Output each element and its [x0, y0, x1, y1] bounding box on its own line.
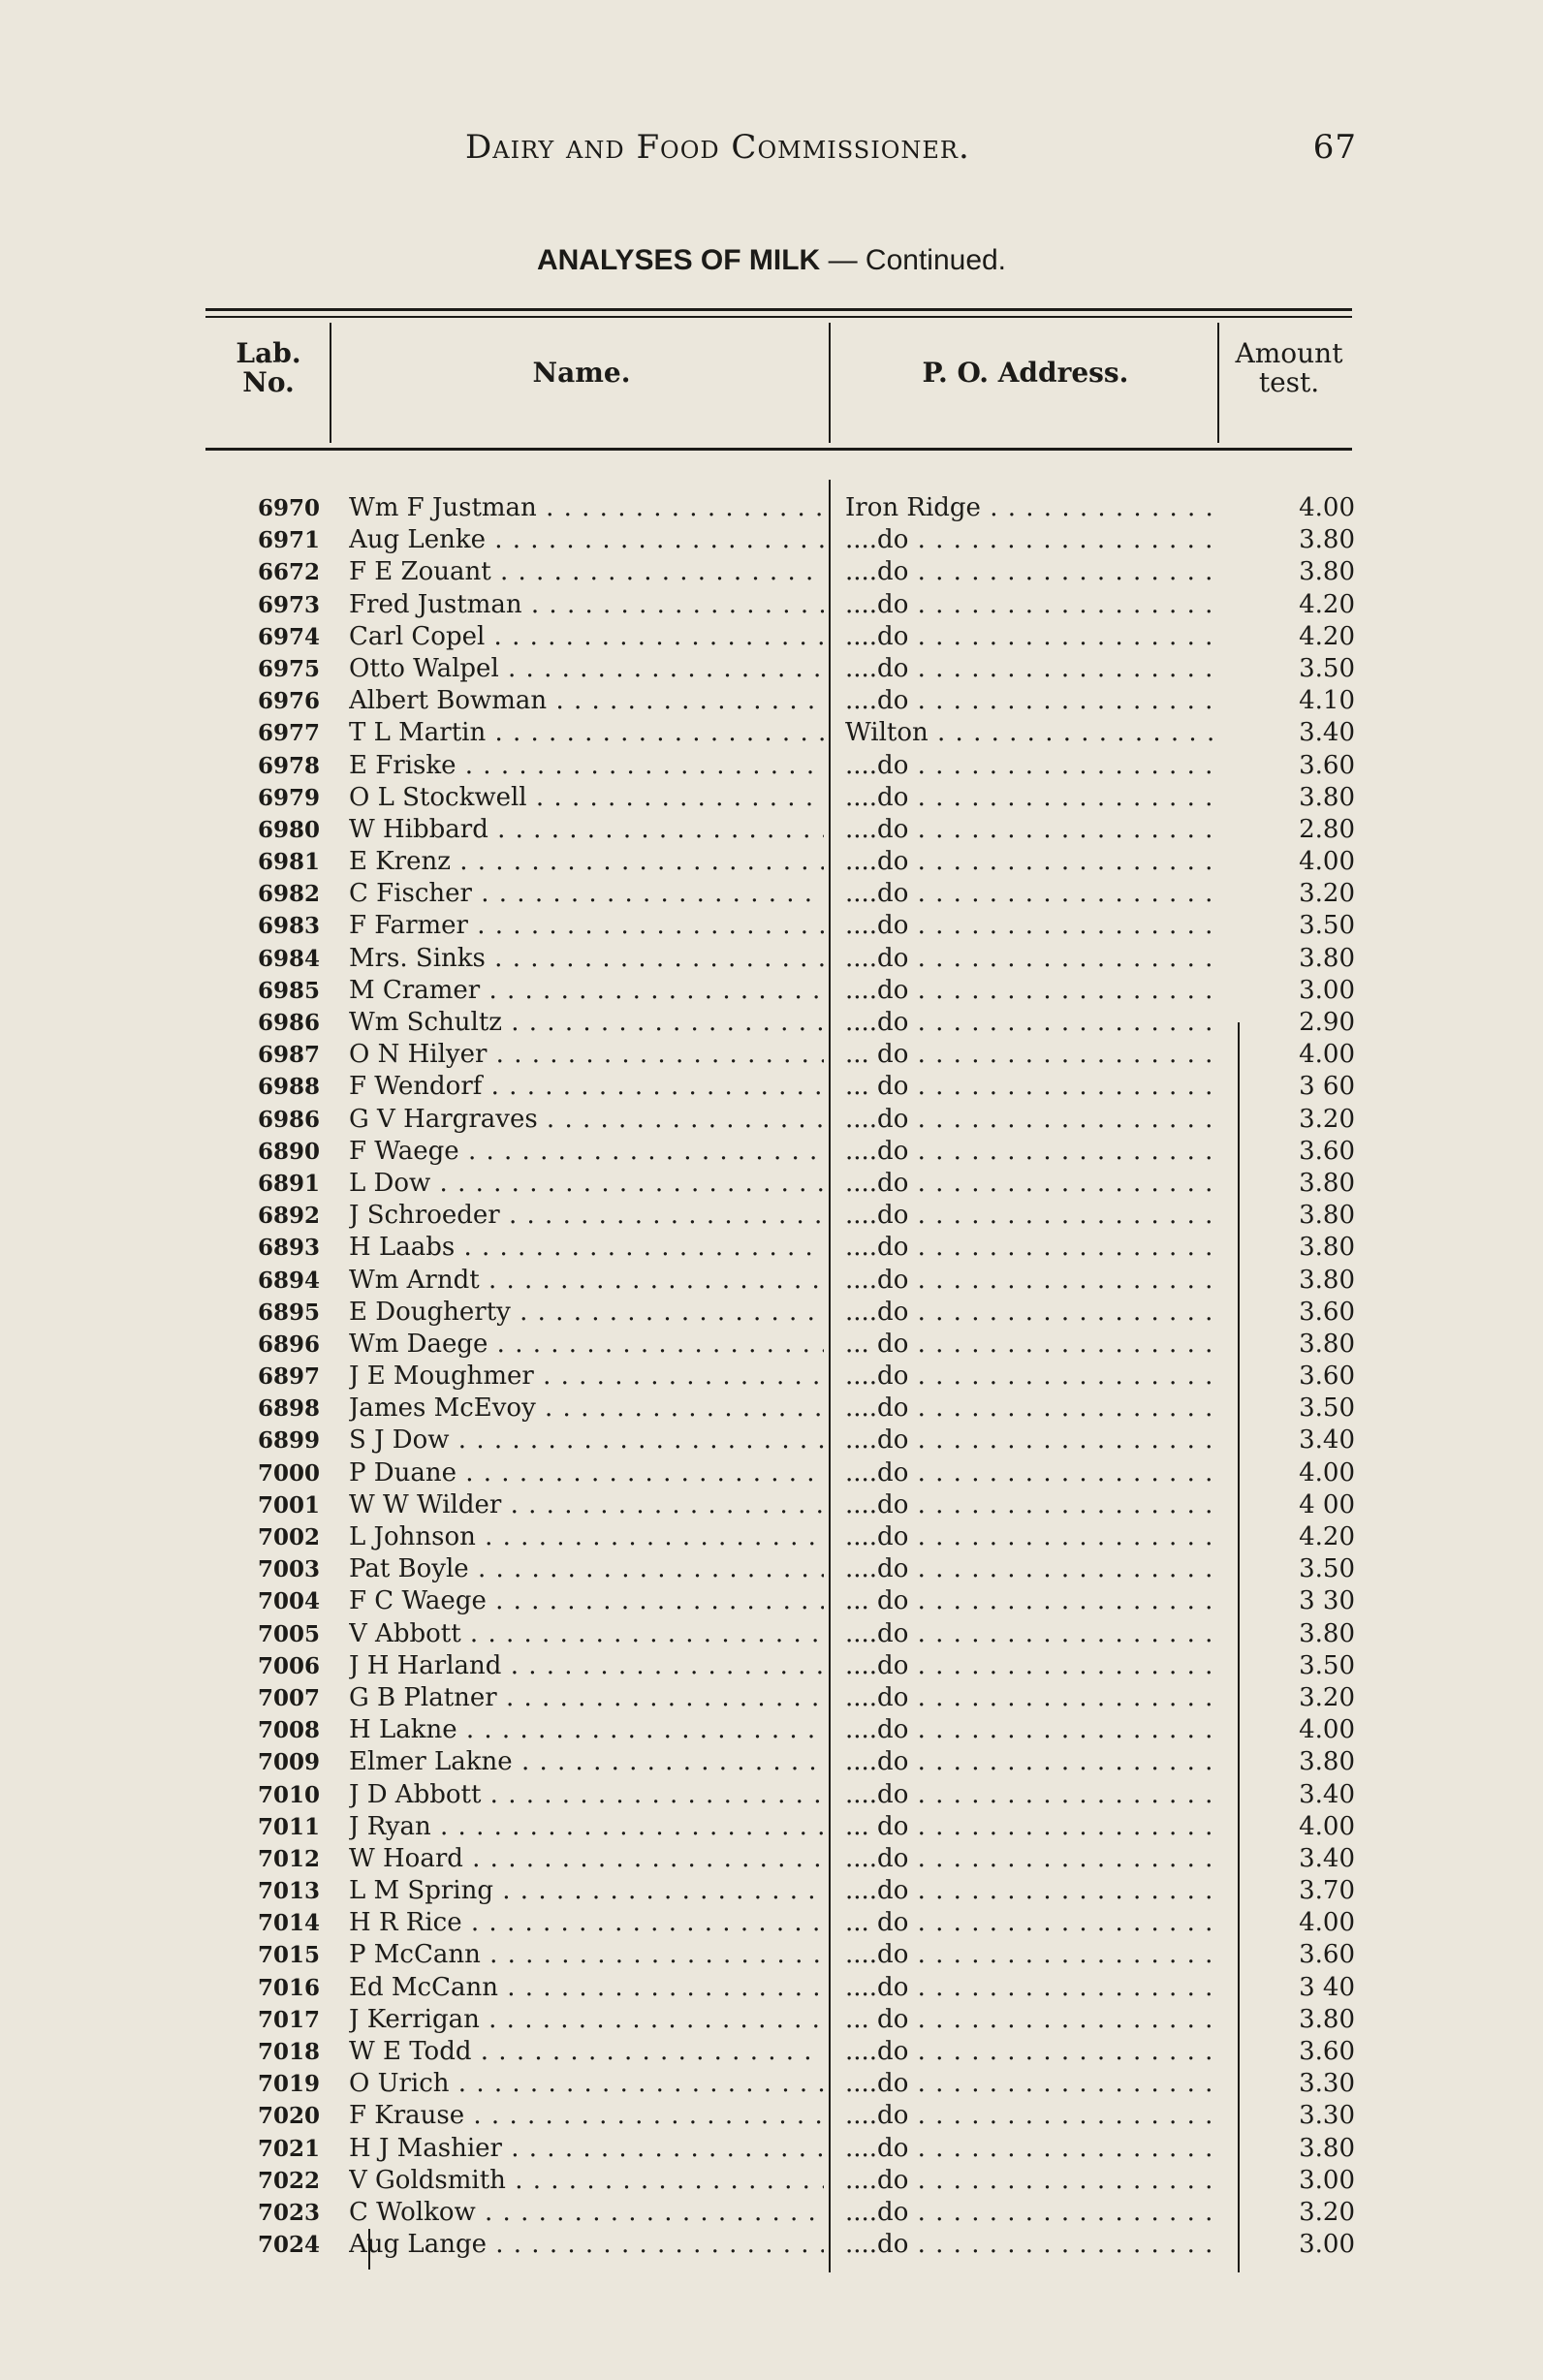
- address-cell: ....do . . .: [845, 2165, 1213, 2197]
- amount-test-cell: 3.60: [1299, 750, 1355, 780]
- amount-test-cell: 3.80: [1299, 1265, 1355, 1295]
- amount-test-cell: 3.40: [1299, 1425, 1355, 1456]
- address-cell: ....do . . .: [845, 556, 1213, 588]
- address-cell: ....do . . .: [845, 1425, 1213, 1456]
- page-number: 67: [1312, 128, 1357, 167]
- amount-test-cell: 3.80: [1299, 557, 1355, 587]
- amount-test-cell: 3.20: [1299, 2197, 1355, 2227]
- amount-test-cell: 4.20: [1299, 621, 1355, 651]
- table-row: [0, 1200, 1543, 1232]
- amount-test-cell: 3.80: [1299, 2133, 1355, 2163]
- address-cell: ....do . . .: [845, 1746, 1213, 1778]
- address-cell: ....do . . .: [845, 685, 1213, 717]
- lab-no-cell: 6975: [257, 655, 320, 682]
- address-cell: ... do . . .: [845, 1811, 1213, 1843]
- lab-no-cell: 7000: [257, 1459, 320, 1487]
- table-row: [0, 1071, 1543, 1103]
- amount-test-cell: 3.50: [1299, 1650, 1355, 1680]
- lab-no-cell: 6981: [257, 849, 320, 876]
- table-row: [0, 1232, 1543, 1264]
- name-cell: O L Stockwell . . .: [349, 782, 824, 814]
- lab-no-cell: 6892: [257, 1203, 320, 1230]
- name-cell: H Laabs . . .: [349, 1232, 824, 1264]
- amount-test-cell: 3 40: [1299, 1972, 1355, 2002]
- address-cell: ....do . . .: [845, 2197, 1213, 2229]
- address-cell: ....do . . .: [845, 1393, 1213, 1425]
- table-row: [0, 943, 1543, 975]
- lab-no-cell: 6672: [257, 559, 320, 586]
- address-cell: ....do . . .: [845, 1682, 1213, 1714]
- lab-no-cell: 7001: [257, 1491, 320, 1519]
- lab-no-cell: 7004: [257, 1588, 320, 1615]
- address-cell: ....do . . .: [845, 1618, 1213, 1650]
- lab-no-cell: 7006: [257, 1652, 320, 1679]
- address-cell: ....do . . .: [845, 1232, 1213, 1264]
- name-cell: Ed McCann . . .: [349, 1972, 824, 2004]
- address-cell: ....do . . .: [845, 1265, 1213, 1297]
- column-divider: [829, 323, 831, 443]
- name-cell: W Hibbard . . .: [349, 814, 824, 846]
- amount-test-cell: 3.80: [1299, 1233, 1355, 1263]
- table-row: [0, 589, 1543, 621]
- table-row: [0, 492, 1543, 524]
- column-divider: [1217, 323, 1219, 443]
- amount-test-cell: 3.00: [1299, 975, 1355, 1005]
- table-title-continued: — Continued.: [828, 244, 1007, 276]
- lab-no-cell: 6890: [257, 1138, 320, 1165]
- table-row: [0, 2165, 1543, 2197]
- name-cell: J Ryan . . .: [349, 1811, 824, 1843]
- address-cell: ....do . . .: [845, 1650, 1213, 1682]
- address-cell: ....do . . .: [845, 2100, 1213, 2132]
- lab-no-cell: 7007: [257, 1684, 320, 1711]
- table-row: [0, 621, 1543, 653]
- amount-test-cell: 4 00: [1299, 1489, 1355, 1519]
- lab-no-cell: 7016: [257, 1974, 320, 2001]
- table-row: [0, 1104, 1543, 1136]
- name-cell: J D Abbott . . .: [349, 1779, 824, 1811]
- amount-test-cell: 3.80: [1299, 943, 1355, 973]
- table-row: [0, 1425, 1543, 1456]
- lab-no-cell: 7009: [257, 1749, 320, 1776]
- amount-test-cell: 3.50: [1299, 653, 1355, 683]
- amount-test-cell: 3 30: [1299, 1586, 1355, 1616]
- table-row: [0, 1457, 1543, 1489]
- lab-no-cell: 7017: [257, 2006, 320, 2033]
- address-cell: ....do . . .: [845, 1457, 1213, 1489]
- address-cell: ... do . . .: [845, 1585, 1213, 1617]
- address-cell: ....do . . .: [845, 2068, 1213, 2100]
- table-row: [0, 975, 1543, 1007]
- column-divider: [330, 323, 331, 443]
- table-row: [0, 1361, 1543, 1393]
- lab-no-cell: 6971: [257, 527, 320, 554]
- name-cell: J E Moughmer . . .: [349, 1361, 824, 1393]
- name-cell: Albert Bowman . . .: [349, 685, 824, 717]
- amount-test-cell: 3.00: [1299, 2165, 1355, 2195]
- lab-no-cell: 6987: [257, 1042, 320, 1069]
- table-row: [0, 2068, 1543, 2100]
- table-title-text: ANALYSES OF MILK: [536, 244, 821, 276]
- amount-test-cell: 2.80: [1299, 814, 1355, 844]
- table-row: [0, 1168, 1543, 1200]
- name-cell: Carl Copel . . .: [349, 621, 824, 653]
- amount-test-cell: 4.00: [1299, 1040, 1355, 1070]
- name-cell: F Waege . . .: [349, 1136, 824, 1168]
- address-cell: ....do . . .: [845, 1521, 1213, 1553]
- lab-no-cell: 7024: [257, 2232, 320, 2259]
- amount-test-cell: 3.20: [1299, 1682, 1355, 1712]
- name-cell: Elmer Lakne . . .: [349, 1746, 824, 1778]
- table-row: [0, 2133, 1543, 2165]
- amount-test-cell: 3.80: [1299, 1618, 1355, 1648]
- table-body: [0, 492, 1543, 2261]
- lab-no-cell: 7014: [257, 1910, 320, 1937]
- lab-no-cell: 6977: [257, 720, 320, 747]
- address-cell: Wilton . . .: [845, 717, 1213, 749]
- lab-no-cell: 6978: [257, 752, 320, 779]
- name-cell: E Krenz . . .: [349, 846, 824, 878]
- lab-no-cell: 6897: [257, 1363, 320, 1391]
- name-cell: P McCann . . .: [349, 1939, 824, 1971]
- address-cell: ....do . . .: [845, 1843, 1213, 1875]
- address-cell: ....do . . .: [845, 878, 1213, 910]
- lab-no-cell: 7020: [257, 2103, 320, 2130]
- lab-no-cell: 6973: [257, 591, 320, 618]
- name-cell: T L Martin . . .: [349, 717, 824, 749]
- address-cell: ... do . . .: [845, 1039, 1213, 1071]
- amount-test-cell: 4.00: [1299, 1908, 1355, 1938]
- address-cell: ....do . . .: [845, 846, 1213, 878]
- header-bottom-rule: [205, 448, 1352, 451]
- amount-test-cell: 3.50: [1299, 911, 1355, 941]
- address-cell: ... do . . .: [845, 2004, 1213, 2036]
- table-row: [0, 1682, 1543, 1714]
- name-cell: O Urich . . .: [349, 2068, 824, 2100]
- col-header-lab-no: Lab. No.: [236, 337, 301, 398]
- lab-no-cell: 7008: [257, 1717, 320, 1744]
- name-cell: C Wolkow . . .: [349, 2197, 824, 2229]
- table-row: [0, 1811, 1543, 1843]
- address-cell: ....do . . .: [845, 814, 1213, 846]
- table-row: [0, 1265, 1543, 1297]
- address-cell: Iron Ridge . . .: [845, 492, 1213, 524]
- address-cell: ....do . . .: [845, 653, 1213, 685]
- table-row: [0, 1585, 1543, 1617]
- amount-test-cell: 4.00: [1299, 493, 1355, 522]
- lab-no-cell: 6895: [257, 1299, 320, 1326]
- name-cell: L Johnson . . .: [349, 1521, 824, 1553]
- name-cell: V Goldsmith . . .: [349, 2165, 824, 2197]
- top-rule: [205, 308, 1352, 311]
- address-cell: ....do . . .: [845, 524, 1213, 556]
- table-row: [0, 1972, 1543, 2004]
- name-cell: F E Zouant . . .: [349, 556, 824, 588]
- amount-test-cell: 3.40: [1299, 1843, 1355, 1873]
- lab-no-cell: 7005: [257, 1620, 320, 1647]
- address-cell: ... do . . .: [845, 1071, 1213, 1103]
- table-row: [0, 1521, 1543, 1553]
- amount-test-cell: 3.80: [1299, 1329, 1355, 1359]
- lab-no-cell: 6983: [257, 913, 320, 940]
- address-cell: ....do . . .: [845, 2036, 1213, 2068]
- lab-no-cell: 7021: [257, 2135, 320, 2162]
- address-cell: ....do . . .: [845, 1714, 1213, 1746]
- amount-test-cell: 3.00: [1299, 2230, 1355, 2260]
- table-row: [0, 1779, 1543, 1811]
- lab-no-cell: 7022: [257, 2167, 320, 2194]
- lab-no-cell: 6985: [257, 977, 320, 1004]
- table-row: [0, 750, 1543, 782]
- table-row: [0, 1746, 1543, 1778]
- lab-no-cell: 6974: [257, 623, 320, 650]
- name-cell: W E Todd . . .: [349, 2036, 824, 2068]
- lab-no-cell: 6979: [257, 784, 320, 811]
- amount-test-cell: 4.10: [1299, 686, 1355, 716]
- table-row: [0, 717, 1543, 749]
- table-row: [0, 1393, 1543, 1425]
- address-cell: ....do . . .: [845, 782, 1213, 814]
- name-cell: W Hoard . . .: [349, 1843, 824, 1875]
- address-cell: ....do . . .: [845, 1007, 1213, 1039]
- lab-no-cell: 7012: [257, 1845, 320, 1872]
- name-cell: H J Mashier . . .: [349, 2133, 824, 2165]
- amount-test-cell: 3.70: [1299, 1876, 1355, 1906]
- name-cell: H Lakne . . .: [349, 1714, 824, 1746]
- lab-no-cell: 6982: [257, 881, 320, 908]
- name-cell: Wm Arndt . . .: [349, 1265, 824, 1297]
- name-cell: Otto Walpel . . .: [349, 653, 824, 685]
- amount-test-cell: 3.50: [1299, 1394, 1355, 1424]
- name-cell: G V Hargraves . . .: [349, 1104, 824, 1136]
- lab-no-cell: 6899: [257, 1427, 320, 1455]
- address-cell: ....do . . .: [845, 1200, 1213, 1232]
- col-header-address: P. O. Address.: [922, 357, 1129, 389]
- table-row: [0, 524, 1543, 556]
- table-row: [0, 1297, 1543, 1329]
- amount-test-cell: 3.30: [1299, 2101, 1355, 2131]
- table-row: [0, 2100, 1543, 2132]
- address-cell: ....do . . .: [845, 1489, 1213, 1521]
- lab-no-cell: 6986: [257, 1106, 320, 1133]
- amount-test-cell: 4.00: [1299, 1457, 1355, 1488]
- address-cell: ....do . . .: [845, 1297, 1213, 1329]
- table-row: [0, 1939, 1543, 1971]
- table-row: [0, 1618, 1543, 1650]
- table-row: [0, 2004, 1543, 2036]
- table-row: [0, 814, 1543, 846]
- amount-test-cell: 4.00: [1299, 1811, 1355, 1841]
- address-cell: ....do . . .: [845, 1553, 1213, 1585]
- table-row: [0, 878, 1543, 910]
- amount-test-cell: 2.90: [1299, 1008, 1355, 1037]
- amount-test-cell: 3.60: [1299, 1297, 1355, 1327]
- amount-test-cell: 3.80: [1299, 2004, 1355, 2034]
- name-cell: Wm Daege . . .: [349, 1329, 824, 1361]
- amount-test-cell: 3 60: [1299, 1072, 1355, 1102]
- lab-no-cell: 6984: [257, 945, 320, 972]
- lab-no-cell: 6976: [257, 688, 320, 715]
- amount-test-cell: 3.60: [1299, 1362, 1355, 1392]
- lab-no-cell: 7002: [257, 1524, 320, 1550]
- table-row: [0, 1650, 1543, 1682]
- name-cell: Fred Justman . . .: [349, 589, 824, 621]
- address-cell: ....do . . .: [845, 910, 1213, 942]
- address-cell: ....do . . .: [845, 621, 1213, 653]
- address-cell: ....do . . .: [845, 589, 1213, 621]
- lab-no-cell: 7010: [257, 1781, 320, 1808]
- amount-test-cell: 3.80: [1299, 525, 1355, 555]
- table-row: [0, 1714, 1543, 1746]
- name-cell: M Cramer . . .: [349, 975, 824, 1007]
- lab-no-cell: 7023: [257, 2199, 320, 2226]
- name-cell: F Krause . . .: [349, 2100, 824, 2132]
- lab-no-cell: 6898: [257, 1395, 320, 1423]
- name-cell: Wm Schultz . . .: [349, 1007, 824, 1039]
- address-cell: ....do . . .: [845, 2133, 1213, 2165]
- name-cell: J Schroeder . . .: [349, 1200, 824, 1232]
- address-cell: ....do . . .: [845, 2229, 1213, 2261]
- amount-test-cell: 4.00: [1299, 847, 1355, 877]
- lab-no-cell: 7013: [257, 1878, 320, 1905]
- name-cell: Mrs. Sinks . . .: [349, 943, 824, 975]
- name-cell: Wm F Justman . . .: [349, 492, 824, 524]
- table-row: [0, 556, 1543, 588]
- amount-test-cell: 3.20: [1299, 879, 1355, 909]
- lab-no-cell: 6896: [257, 1331, 320, 1358]
- lab-no-cell: 7003: [257, 1556, 320, 1583]
- address-cell: ....do . . .: [845, 1972, 1213, 2004]
- table-row: [0, 846, 1543, 878]
- top-rule-thin: [205, 316, 1352, 318]
- address-cell: ... do . . .: [845, 1329, 1213, 1361]
- running-title: Dairy and Food Commissioner.: [465, 128, 970, 167]
- amount-test-cell: 3.30: [1299, 2069, 1355, 2099]
- name-cell: J H Harland . . .: [349, 1650, 824, 1682]
- table-title: [0, 244, 1543, 277]
- lab-no-cell: 7019: [257, 2071, 320, 2098]
- amount-test-cell: 3.80: [1299, 1201, 1355, 1231]
- name-cell: F Farmer . . .: [349, 910, 824, 942]
- name-cell: V Abbott . . .: [349, 1618, 824, 1650]
- amount-test-cell: 3.60: [1299, 2037, 1355, 2066]
- table-row: [0, 685, 1543, 717]
- name-cell: S J Dow . . .: [349, 1425, 824, 1456]
- name-cell: F Wendorf . . .: [349, 1071, 824, 1103]
- lab-no-cell: 6980: [257, 816, 320, 843]
- lab-no-cell: 6894: [257, 1267, 320, 1294]
- amount-test-cell: 3.80: [1299, 1747, 1355, 1777]
- table-row: [0, 1136, 1543, 1168]
- address-cell: ....do . . .: [845, 975, 1213, 1007]
- col-header-amount: Amount test.: [1235, 337, 1343, 398]
- lab-no-cell: 7015: [257, 1942, 320, 1969]
- table-row: [0, 2229, 1543, 2261]
- amount-test-cell: 3.20: [1299, 1104, 1355, 1134]
- address-cell: ....do . . .: [845, 1939, 1213, 1971]
- table-row: [0, 1007, 1543, 1039]
- table-row: [0, 2197, 1543, 2229]
- amount-test-cell: 3.60: [1299, 1136, 1355, 1166]
- amount-test-cell: 4.20: [1299, 1522, 1355, 1551]
- amount-test-cell: 3.80: [1299, 782, 1355, 812]
- table-row: [0, 1489, 1543, 1521]
- address-cell: ....do . . .: [845, 750, 1213, 782]
- lab-no-cell: 7018: [257, 2039, 320, 2065]
- name-cell: L M Spring . . .: [349, 1875, 824, 1907]
- amount-test-cell: 3.50: [1299, 1554, 1355, 1584]
- address-cell: ....do . . .: [845, 1136, 1213, 1168]
- table-row: [0, 1553, 1543, 1585]
- lab-no-cell: 6891: [257, 1170, 320, 1197]
- lab-no-cell: 7011: [257, 1813, 320, 1840]
- table-row: [0, 2036, 1543, 2068]
- name-cell: H R Rice . . .: [349, 1907, 824, 1939]
- col-header-name: Name.: [532, 357, 631, 389]
- amount-test-cell: 4.00: [1299, 1715, 1355, 1745]
- table-row: [0, 1843, 1543, 1875]
- name-cell: P Duane . . .: [349, 1457, 824, 1489]
- name-cell: F C Waege . . .: [349, 1585, 824, 1617]
- name-cell: L Dow . . .: [349, 1168, 824, 1200]
- lab-no-cell: 6988: [257, 1074, 320, 1101]
- name-cell: O N Hilyer . . .: [349, 1039, 824, 1071]
- table-row: [0, 1875, 1543, 1907]
- amount-test-cell: 4.20: [1299, 589, 1355, 619]
- address-cell: ... do . . .: [845, 1907, 1213, 1939]
- table-row: [0, 910, 1543, 942]
- name-cell: J Kerrigan . . .: [349, 2004, 824, 2036]
- address-cell: ....do . . .: [845, 1779, 1213, 1811]
- amount-test-cell: 3.60: [1299, 1940, 1355, 1970]
- address-cell: ....do . . .: [845, 1361, 1213, 1393]
- name-cell: E Friske . . .: [349, 750, 824, 782]
- table-row: [0, 1907, 1543, 1939]
- address-cell: ....do . . .: [845, 1875, 1213, 1907]
- address-cell: ....do . . .: [845, 1168, 1213, 1200]
- name-cell: E Dougherty . . .: [349, 1297, 824, 1329]
- name-cell: C Fischer . . .: [349, 878, 824, 910]
- amount-test-cell: 3.80: [1299, 1168, 1355, 1198]
- table-row: [0, 1039, 1543, 1071]
- lab-no-cell: 6970: [257, 495, 320, 521]
- name-cell: W W Wilder . . .: [349, 1489, 824, 1521]
- address-cell: ....do . . .: [845, 943, 1213, 975]
- table-row: [0, 1329, 1543, 1361]
- name-cell: G B Platner . . .: [349, 1682, 824, 1714]
- lab-no-cell: 6986: [257, 1010, 320, 1036]
- table-row: [0, 782, 1543, 814]
- name-cell: Aug Lange . . .: [349, 2229, 824, 2261]
- name-cell: James McEvoy . . .: [349, 1393, 824, 1425]
- name-cell: Pat Boyle . . .: [349, 1553, 824, 1585]
- amount-test-cell: 3.40: [1299, 718, 1355, 748]
- address-cell: ....do . . .: [845, 1104, 1213, 1136]
- lab-no-cell: 6893: [257, 1235, 320, 1262]
- name-cell: Aug Lenke . . .: [349, 524, 824, 556]
- table-row: [0, 653, 1543, 685]
- amount-test-cell: 3.40: [1299, 1779, 1355, 1809]
